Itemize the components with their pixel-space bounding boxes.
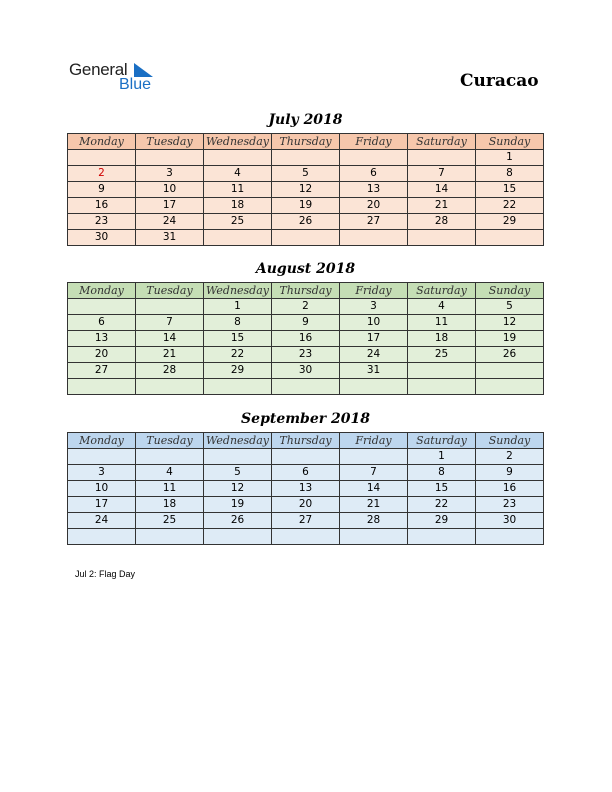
day-cell: 7: [408, 166, 476, 182]
day-cell: 9: [68, 182, 136, 198]
weekday-header-tuesday: Tuesday: [136, 283, 204, 299]
day-cell: 6: [68, 315, 136, 331]
day-cell: 18: [204, 198, 272, 214]
weekday-header-saturday: Saturday: [408, 283, 476, 299]
day-cell: 15: [476, 182, 544, 198]
day-cell: [204, 529, 272, 545]
holiday-note: Jul 2: Flag Day: [75, 569, 136, 579]
day-cell: 14: [340, 481, 408, 497]
day-cell: 5: [204, 465, 272, 481]
week-row: [68, 529, 544, 545]
day-cell: [408, 529, 476, 545]
day-cell: [136, 379, 204, 395]
day-cell: 1: [408, 449, 476, 465]
day-cell: [340, 449, 408, 465]
day-cell: 10: [68, 481, 136, 497]
weekday-header-thursday: Thursday: [272, 433, 340, 449]
day-cell: 13: [272, 481, 340, 497]
calendar-july: [67, 133, 544, 246]
weekday-header-sunday: Sunday: [476, 134, 544, 150]
week-row: [68, 363, 544, 379]
day-cell: [408, 230, 476, 246]
day-cell: 16: [476, 481, 544, 497]
day-cell: 21: [136, 347, 204, 363]
day-cell: 28: [136, 363, 204, 379]
weekday-header-friday: Friday: [340, 283, 408, 299]
weekday-header-saturday: Saturday: [408, 433, 476, 449]
day-cell: 8: [408, 465, 476, 481]
month-title-july: July 2018: [268, 112, 343, 128]
day-cell: 26: [204, 513, 272, 529]
weekday-header-tuesday: Tuesday: [136, 134, 204, 150]
brand-blue-text: Blue: [119, 76, 152, 93]
day-cell: [204, 449, 272, 465]
day-cell: [68, 449, 136, 465]
day-cell: 27: [272, 513, 340, 529]
day-cell: 22: [204, 347, 272, 363]
day-cell: 17: [136, 198, 204, 214]
brand-triangle-icon: [134, 63, 154, 77]
calendar-body: [68, 449, 544, 545]
weekday-header-thursday: Thursday: [272, 283, 340, 299]
day-cell: 14: [136, 331, 204, 347]
week-row: [68, 166, 544, 182]
brand-general-text: General: [69, 60, 128, 79]
day-cell: 4: [204, 166, 272, 182]
day-cell: 22: [476, 198, 544, 214]
day-cell: [408, 363, 476, 379]
day-cell: 7: [340, 465, 408, 481]
day-cell: 28: [340, 513, 408, 529]
day-cell: [272, 230, 340, 246]
day-cell: 16: [68, 198, 136, 214]
day-cell: 27: [68, 363, 136, 379]
month-title-august: August 2018: [255, 261, 356, 277]
day-cell: 10: [340, 315, 408, 331]
weekday-header-saturday: Saturday: [408, 134, 476, 150]
day-cell: 20: [68, 347, 136, 363]
day-cell: 22: [408, 497, 476, 513]
calendar-body: [68, 150, 544, 246]
day-cell: [272, 449, 340, 465]
day-cell: [136, 529, 204, 545]
day-cell: 9: [476, 465, 544, 481]
day-cell: 12: [272, 182, 340, 198]
day-cell: [136, 449, 204, 465]
weekday-header-thursday: Thursday: [272, 134, 340, 150]
weekday-header-friday: Friday: [340, 433, 408, 449]
day-cell: [476, 363, 544, 379]
day-cell: 8: [476, 166, 544, 182]
day-cell: 3: [136, 166, 204, 182]
weekday-header-monday: Monday: [68, 433, 136, 449]
weekday-header-friday: Friday: [340, 134, 408, 150]
day-cell: 20: [272, 497, 340, 513]
country-title: Curacao: [460, 71, 539, 91]
day-cell: 1: [204, 299, 272, 315]
week-row: [68, 214, 544, 230]
day-cell: 26: [476, 347, 544, 363]
week-row: [68, 497, 544, 513]
day-cell: [272, 379, 340, 395]
day-cell: 15: [204, 331, 272, 347]
day-cell: 2: [476, 449, 544, 465]
weekday-header-sunday: Sunday: [476, 433, 544, 449]
day-cell: [136, 299, 204, 315]
day-cell: 2: [68, 166, 136, 182]
week-row: [68, 230, 544, 246]
day-cell: 11: [204, 182, 272, 198]
week-row: [68, 465, 544, 481]
day-cell: 13: [68, 331, 136, 347]
day-cell: 25: [136, 513, 204, 529]
day-cell: [204, 150, 272, 166]
weekday-header-row: [68, 134, 544, 150]
day-cell: 25: [204, 214, 272, 230]
day-cell: 18: [136, 497, 204, 513]
day-cell: [204, 379, 272, 395]
day-cell: [340, 150, 408, 166]
day-cell: 5: [476, 299, 544, 315]
day-cell: 3: [68, 465, 136, 481]
day-cell: 6: [340, 166, 408, 182]
day-cell: 12: [204, 481, 272, 497]
day-cell: 23: [476, 497, 544, 513]
day-cell: 10: [136, 182, 204, 198]
week-row: [68, 150, 544, 166]
day-cell: 29: [476, 214, 544, 230]
day-cell: 26: [272, 214, 340, 230]
week-row: [68, 347, 544, 363]
weekday-header-monday: Monday: [68, 134, 136, 150]
day-cell: 5: [272, 166, 340, 182]
day-cell: 12: [476, 315, 544, 331]
day-cell: [476, 529, 544, 545]
day-cell: 11: [408, 315, 476, 331]
week-row: [68, 513, 544, 529]
day-cell: 1: [476, 150, 544, 166]
day-cell: 31: [136, 230, 204, 246]
day-cell: 17: [340, 331, 408, 347]
weekday-header-wednesday: Wednesday: [204, 433, 272, 449]
day-cell: [136, 150, 204, 166]
day-cell: 19: [272, 198, 340, 214]
day-cell: 23: [272, 347, 340, 363]
day-cell: 29: [408, 513, 476, 529]
day-cell: 11: [136, 481, 204, 497]
day-cell: 2: [272, 299, 340, 315]
day-cell: 30: [272, 363, 340, 379]
day-cell: 30: [476, 513, 544, 529]
day-cell: [340, 529, 408, 545]
day-cell: 30: [68, 230, 136, 246]
calendar-september: [67, 432, 544, 545]
day-cell: 9: [272, 315, 340, 331]
day-cell: 21: [408, 198, 476, 214]
weekday-header-row: [68, 433, 544, 449]
day-cell: [476, 230, 544, 246]
day-cell: [68, 379, 136, 395]
day-cell: [68, 529, 136, 545]
day-cell: [476, 379, 544, 395]
week-row: [68, 315, 544, 331]
day-cell: [272, 529, 340, 545]
day-cell: 17: [68, 497, 136, 513]
day-cell: [408, 379, 476, 395]
day-cell: [408, 150, 476, 166]
day-cell: 21: [340, 497, 408, 513]
weekday-header-tuesday: Tuesday: [136, 433, 204, 449]
day-cell: 20: [340, 198, 408, 214]
day-cell: 24: [136, 214, 204, 230]
week-row: [68, 379, 544, 395]
week-row: [68, 198, 544, 214]
day-cell: 4: [136, 465, 204, 481]
weekday-header-monday: Monday: [68, 283, 136, 299]
day-cell: 31: [340, 363, 408, 379]
week-row: [68, 299, 544, 315]
day-cell: 4: [408, 299, 476, 315]
day-cell: 18: [408, 331, 476, 347]
weekday-header-wednesday: Wednesday: [204, 134, 272, 150]
day-cell: 23: [68, 214, 136, 230]
calendar-august: [67, 282, 544, 395]
day-cell: 7: [136, 315, 204, 331]
day-cell: [204, 230, 272, 246]
week-row: [68, 449, 544, 465]
brand-logo: [69, 60, 169, 96]
week-row: [68, 331, 544, 347]
day-cell: 24: [340, 347, 408, 363]
month-title-september: September 2018: [241, 411, 370, 427]
day-cell: 3: [340, 299, 408, 315]
day-cell: 19: [476, 331, 544, 347]
day-cell: 24: [68, 513, 136, 529]
calendar-body: [68, 299, 544, 395]
day-cell: 13: [340, 182, 408, 198]
day-cell: 8: [204, 315, 272, 331]
day-cell: 15: [408, 481, 476, 497]
weekday-header-wednesday: Wednesday: [204, 283, 272, 299]
week-row: [68, 182, 544, 198]
day-cell: 25: [408, 347, 476, 363]
day-cell: 29: [204, 363, 272, 379]
day-cell: 14: [408, 182, 476, 198]
day-cell: 27: [340, 214, 408, 230]
day-cell: 16: [272, 331, 340, 347]
day-cell: [340, 379, 408, 395]
weekday-header-row: [68, 283, 544, 299]
weekday-header-sunday: Sunday: [476, 283, 544, 299]
day-cell: [272, 150, 340, 166]
day-cell: [340, 230, 408, 246]
day-cell: [68, 150, 136, 166]
day-cell: 6: [272, 465, 340, 481]
day-cell: 28: [408, 214, 476, 230]
day-cell: [68, 299, 136, 315]
day-cell: 19: [204, 497, 272, 513]
week-row: [68, 481, 544, 497]
